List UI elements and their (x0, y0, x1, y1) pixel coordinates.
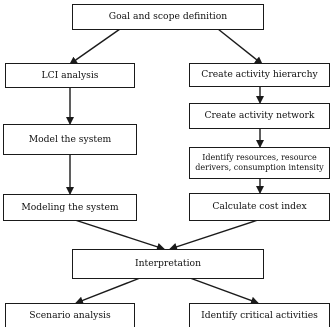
node-lci-analysis (5, 63, 135, 88)
arrow-cost-to-interpretation (170, 220, 258, 249)
node-goal (72, 4, 264, 30)
node-interpretation-label: Interpretation (134, 258, 202, 270)
arrow-modeling-to-interpretation (75, 220, 164, 249)
node-modeling-system (3, 194, 137, 221)
node-activity-hierarchy-label: Create activity hierarchy (201, 69, 318, 81)
node-critical-activities-label: Identify critical activities (201, 309, 318, 321)
node-lci-analysis-label: LCI analysis (41, 69, 99, 81)
arrow-goal-to-lci (70, 29, 120, 64)
node-modeling-system-label: Modeling the system (21, 201, 119, 213)
node-activity-network (189, 103, 330, 129)
node-activity-network-label: Create activity network (204, 110, 315, 122)
node-identify-resources-line1: Identify resources, resource (202, 153, 317, 162)
node-identify-resources (189, 147, 330, 179)
node-goal-label: Goal and scope definition (108, 11, 228, 23)
node-model-system-label: Model the system (28, 133, 112, 145)
node-identify-resources-line2: derivers, consumption intensity (195, 163, 324, 172)
node-model-system (3, 124, 137, 155)
node-activity-hierarchy (189, 63, 330, 87)
node-cost-index-label: Calculate cost index (212, 201, 307, 213)
arrow-interpretation-to-critical (190, 278, 258, 303)
arrow-goal-to-hierarchy (218, 29, 262, 64)
node-cost-index (189, 193, 330, 221)
node-scenario-analysis (5, 303, 135, 327)
node-scenario-analysis-label: Scenario analysis (29, 309, 111, 321)
node-critical-activities (189, 303, 330, 327)
node-interpretation (72, 249, 264, 279)
arrow-interpretation-to-scenario (76, 278, 140, 303)
